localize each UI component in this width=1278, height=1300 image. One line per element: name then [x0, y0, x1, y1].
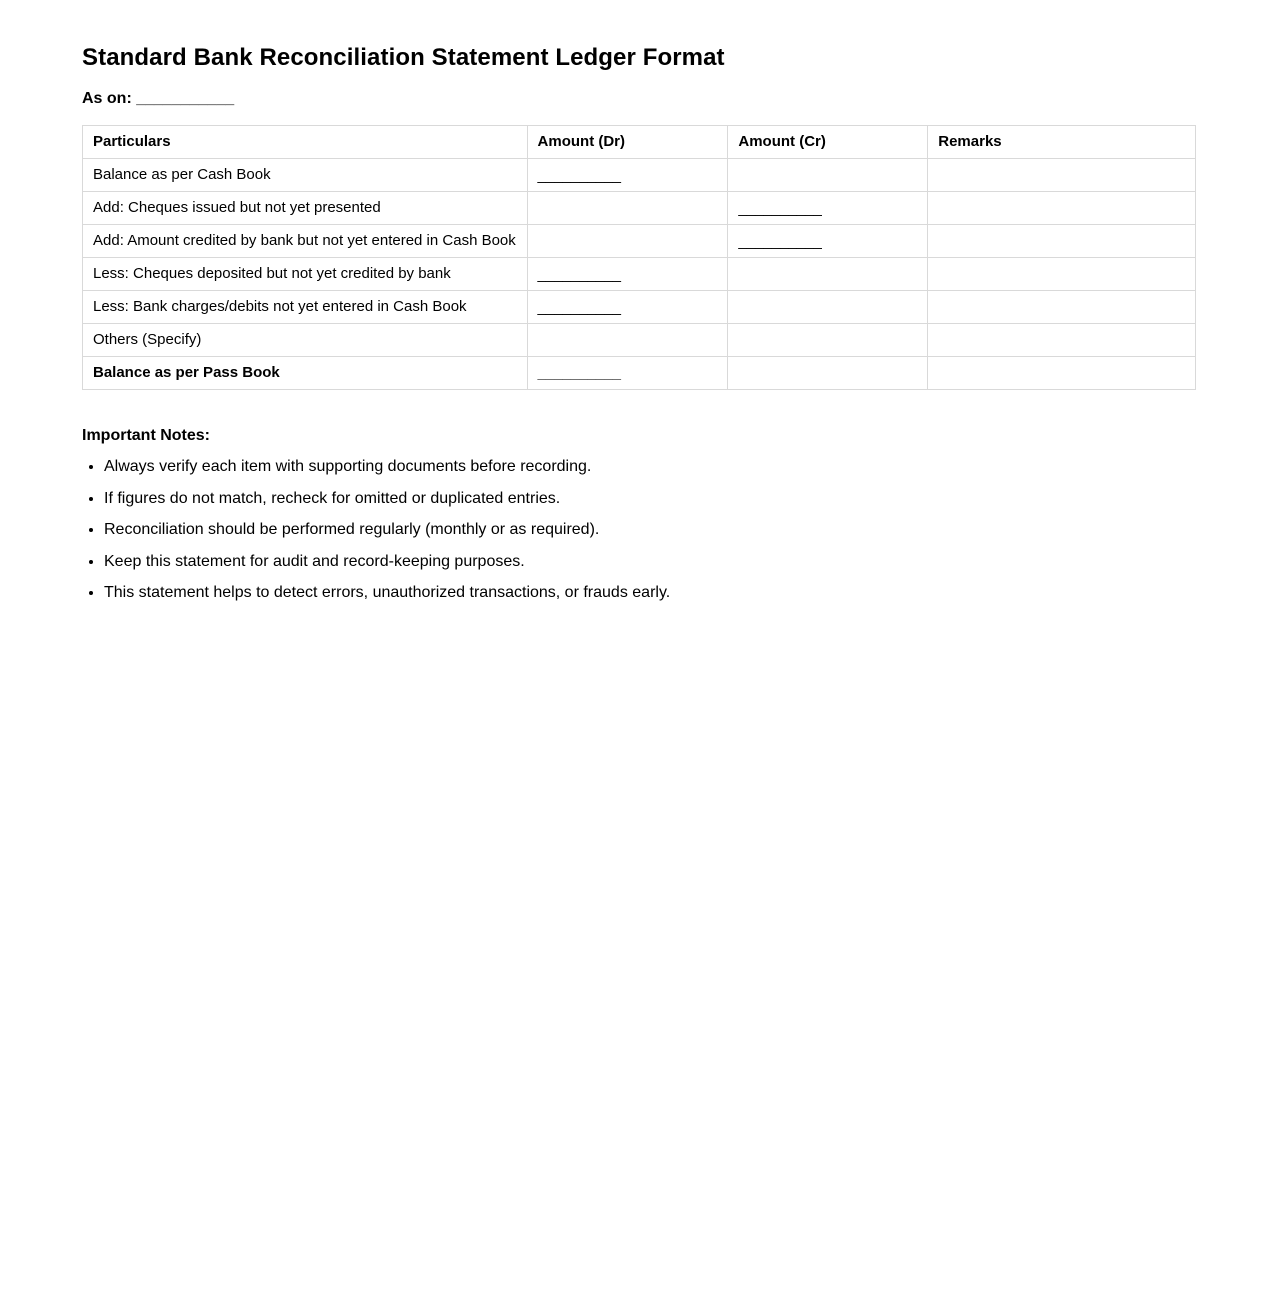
- reconciliation-table: [82, 125, 1196, 390]
- cell-cr: [728, 324, 928, 357]
- cell-dr: [527, 159, 728, 192]
- header-amount-cr: Amount (Cr): [728, 126, 928, 159]
- list-item: • This statement helps to detect errors, unauthorized transactions, or frauds early.: [104, 583, 1196, 603]
- cell-remarks: [928, 291, 1196, 324]
- page-title: Standard Bank Reconciliation Statement Ledger Format: [82, 44, 725, 71]
- dr-blank: __________: [537, 365, 621, 382]
- cr-blank: __________: [738, 200, 822, 217]
- table-row-total: [83, 357, 1196, 390]
- dr-blank: __________: [537, 167, 621, 184]
- cell-cr: [728, 258, 928, 291]
- cell-dr: [527, 192, 728, 225]
- cell-remarks: [928, 357, 1196, 390]
- as-on-label: As on:: [82, 90, 132, 107]
- cell-dr: [527, 357, 728, 390]
- cell-cr: [728, 192, 928, 225]
- cr-blank: __________: [738, 233, 822, 250]
- cell-cr: [728, 291, 928, 324]
- cell-particular: Less: Bank charges/debits not yet entered in Cash Book: [83, 291, 528, 324]
- list-item: • Keep this statement for audit and record-keeping purposes.: [104, 552, 1196, 572]
- cell-remarks: [928, 258, 1196, 291]
- dr-blank: __________: [537, 299, 621, 316]
- table-row: [83, 291, 1196, 324]
- header-amount-dr: Amount (Dr): [527, 126, 728, 159]
- table-row: [83, 324, 1196, 357]
- list-item: • Always verify each item with supporting documents before recording.: [104, 457, 1196, 477]
- table-header-row: [83, 126, 1196, 159]
- cell-dr: [527, 324, 728, 357]
- document-page: [0, 0, 1278, 603]
- cell-particular: Add: Amount credited by bank but not yet entered in Cash Book: [83, 225, 528, 258]
- cell-dr: [527, 258, 728, 291]
- cell-dr: [527, 225, 728, 258]
- cell-cr: [728, 357, 928, 390]
- cell-remarks: [928, 324, 1196, 357]
- notes-list: [82, 457, 1196, 603]
- cell-cr: [728, 225, 928, 258]
- list-item: • If figures do not match, recheck for omitted or duplicated entries.: [104, 489, 1196, 509]
- cell-remarks: [928, 192, 1196, 225]
- cell-particular: Add: Cheques issued but not yet presented: [83, 192, 528, 225]
- as-on-blank: ___________: [136, 90, 235, 107]
- cell-particular: Less: Cheques deposited but not yet credited by bank: [83, 258, 528, 291]
- table-row: [83, 192, 1196, 225]
- dr-blank: __________: [537, 266, 621, 283]
- notes-title: Important Notes:: [82, 427, 210, 444]
- cell-particular: Balance as per Pass Book: [83, 357, 528, 390]
- table-row: [83, 225, 1196, 258]
- as-on-line: [82, 89, 1196, 109]
- header-remarks: Remarks: [928, 126, 1196, 159]
- cell-remarks: [928, 159, 1196, 192]
- list-item: • Reconciliation should be performed regularly (monthly or as required).: [104, 520, 1196, 540]
- header-particulars: Particulars: [83, 126, 528, 159]
- table-row: [83, 159, 1196, 192]
- cell-particular: Balance as per Cash Book: [83, 159, 528, 192]
- cell-particular: Others (Specify): [83, 324, 528, 357]
- cell-cr: [728, 159, 928, 192]
- cell-dr: [527, 291, 728, 324]
- table-row: [83, 258, 1196, 291]
- cell-remarks: [928, 225, 1196, 258]
